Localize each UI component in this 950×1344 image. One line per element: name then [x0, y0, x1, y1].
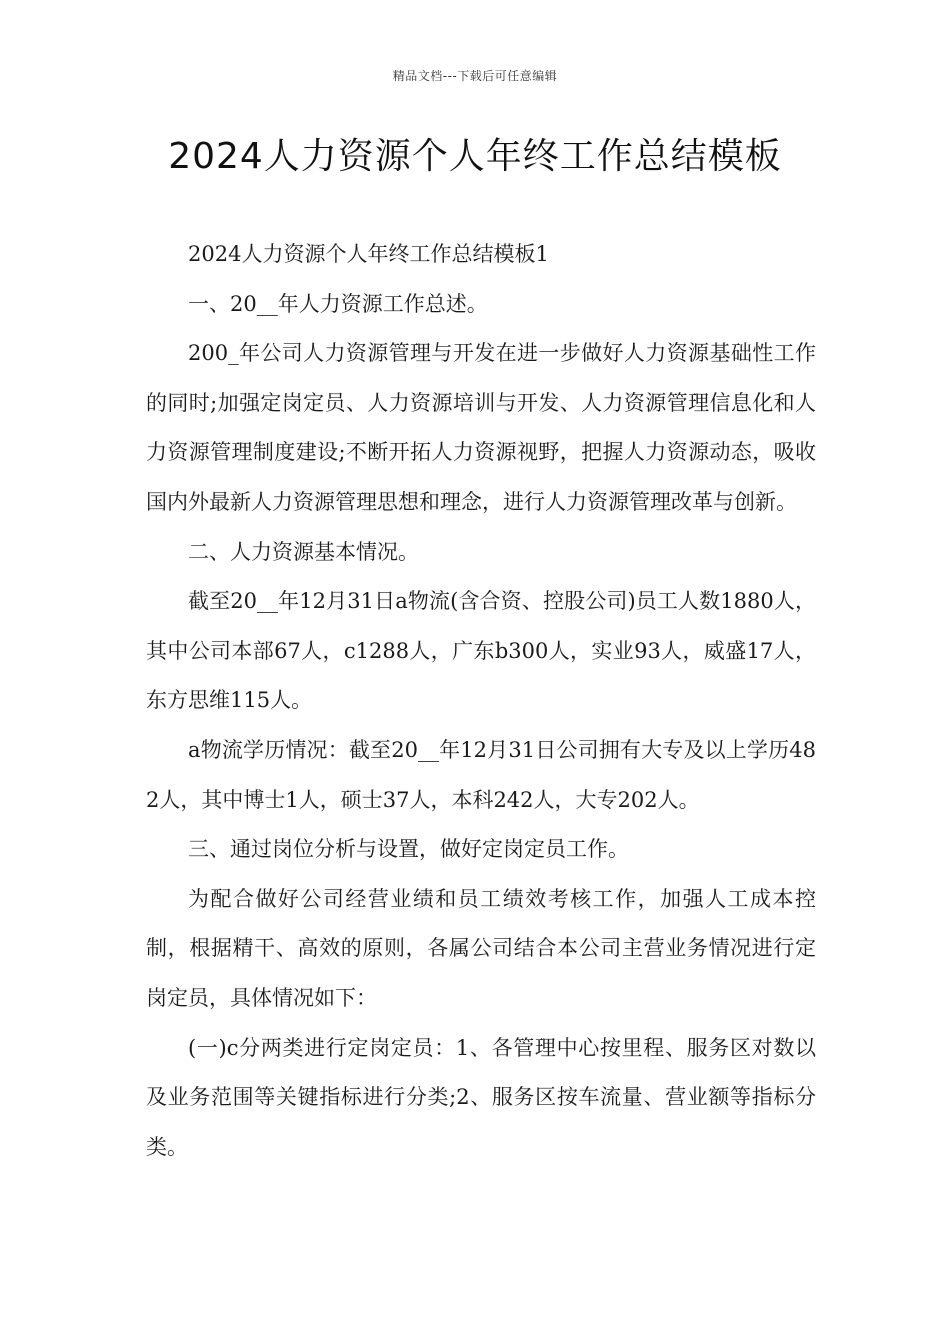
- paragraph: 一、20__年人力资源工作总述。: [188, 291, 488, 316]
- paragraph: (一)c分两类进行定岗定员：1、各管理中心按里程、服务区对数以及业务范围等关键指标进行分类;2、服务区按车流量、营业额等指标分类。: [146, 1035, 816, 1159]
- paragraph: 2024人力资源个人年终工作总结模板1: [188, 242, 549, 266]
- paragraph: 二、人力资源基本情况。: [188, 539, 419, 564]
- paragraph: 为配合做好公司经营业绩和员工绩效考核工作，加强人工成本控制，根据精干、高效的原则，各属公司结合本公司主营业务情况进行定岗定员，具体情况如下：: [146, 886, 816, 1010]
- paragraph: 200_年公司人力资源管理与开发在进一步做好人力资源基础性工作的同时;加强定岗定员、人力资源培训与开发、人力资源管理信息化和人力资源管理制度建设;不断开拓人力资源视野，把握人力资源动态，吸收国内外最新人力资源管理思想和理念，进行人力资源管理改革与创新。: [146, 341, 816, 514]
- paragraph: 截至20__年12月31日a物流(含合资、控股公司)员工人数1880人，其中公司本部67人，c1288人，广东b300人，实业93人，威盛17人，东方思维115人。: [146, 589, 816, 713]
- document-body: [146, 230, 816, 1172]
- paragraph: a物流学历情况：截至20__年12月31日公司拥有大专及以上学历482人，其中博士1人，硕士37人，本科242人，大专202人。: [146, 737, 816, 812]
- header-note: 精品文档---下载后可任意编辑: [392, 69, 558, 83]
- document-title: 2024人力资源个人年终工作总结模板: [168, 136, 782, 177]
- paragraph: 三、通过岗位分析与设置，做好定岗定员工作。: [188, 837, 629, 862]
